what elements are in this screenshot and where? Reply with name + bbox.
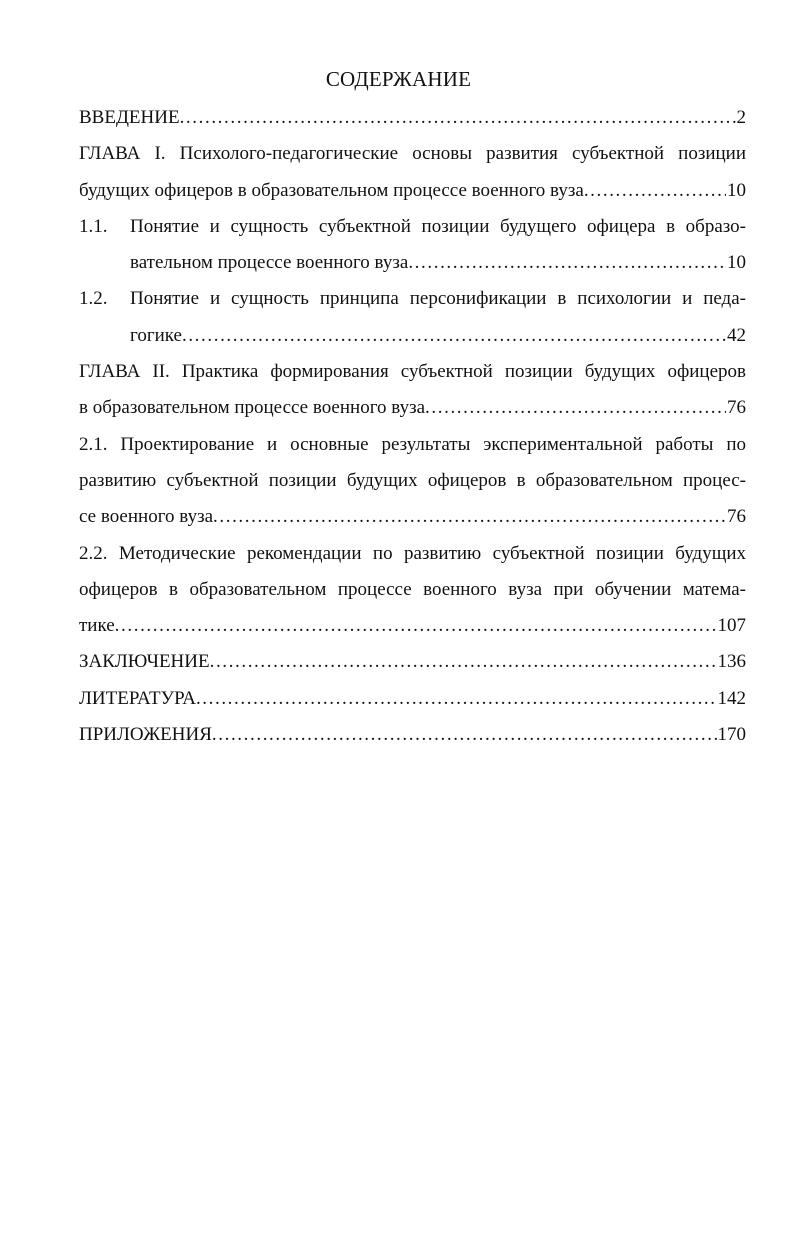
toc-page-number: 142: [717, 687, 746, 709]
table-of-contents: [79, 100, 746, 753]
toc-entry-section-2-1[interactable]: [79, 427, 746, 536]
dot-leader: [196, 681, 717, 717]
toc-entry-label: будущих офицеров в образовательном процессе военного вуза: [79, 179, 584, 201]
dot-leader: [210, 644, 717, 680]
toc-entry-chapter-1[interactable]: [79, 136, 746, 209]
toc-entry-label: 2.1. Проектирование и основные результаты экспериментальной работы по: [79, 433, 746, 455]
page-title: СОДЕРЖАНИЕ: [325, 67, 472, 91]
toc-entry-label: Понятие и сущность принципа персонификации в психологии и педа-: [130, 288, 746, 310]
section-number: 1.2.: [79, 288, 108, 310]
toc-entry-label: ПРИЛОЖЕНИЯ: [79, 724, 212, 746]
toc-entry-conclusion[interactable]: [79, 644, 746, 680]
toc-entry-label: ЗАКЛЮЧЕНИЕ: [79, 651, 210, 673]
toc-entry-label: гогике: [130, 324, 182, 346]
toc-entry-label: се военного вуза: [79, 506, 214, 528]
toc-entry-section-1-1[interactable]: [79, 209, 746, 282]
toc-page-number: 76: [727, 506, 746, 528]
toc-entry-label: ВВЕДЕНИЕ: [79, 107, 180, 128]
toc-page-number: 76: [727, 397, 746, 419]
toc-entry-label: 2.2. Методические рекомендации по развитию субъектной позиции будущих: [79, 542, 746, 564]
toc-entry-label: тике: [79, 615, 115, 637]
toc-entry-appendices[interactable]: [79, 717, 746, 753]
toc-entry-first-line: [79, 281, 746, 317]
toc-entry-section-1-2[interactable]: [79, 281, 746, 354]
toc-page-number: 170: [717, 724, 746, 746]
toc-page-number: 2: [736, 107, 746, 128]
toc-entry-introduction[interactable]: [79, 100, 746, 136]
toc-entry-label: ГЛАВА I. Психолого-педагогические основы развития субъектной позиции: [79, 143, 746, 165]
toc-entry-label: офицеров в образовательном процессе военного вуза при обучении матема-: [79, 578, 746, 600]
toc-entry-last-line: [79, 390, 746, 426]
toc-page-number: 136: [717, 651, 746, 673]
toc-entry-last-line: [79, 173, 746, 209]
toc-page-number: 10: [727, 252, 746, 274]
dot-leader: [212, 717, 717, 753]
toc-page-number: 10: [727, 179, 746, 201]
toc-entry-literature[interactable]: [79, 681, 746, 717]
dot-leader: [584, 173, 726, 209]
toc-page-number: 42: [727, 324, 746, 346]
toc-entry-label: ГЛАВА II. Практика формирования субъектной позиции будущих офицеров: [79, 361, 746, 383]
dot-leader: [425, 390, 726, 426]
toc-page-number: 107: [717, 615, 746, 637]
toc-entry-section-2-2[interactable]: [79, 536, 746, 645]
dot-leader: [213, 499, 726, 535]
toc-entry-label: развитию субъектной позиции будущих офицеров в образовательном процес-: [79, 469, 746, 491]
toc-entry-label: Понятие и сущность субъектной позиции будущего офицера в образо-: [130, 215, 746, 237]
toc-entry-last-line: [79, 245, 746, 281]
toc-entry-label: в образовательном процессе военного вуза: [79, 397, 426, 419]
toc-entry-last-line: [79, 499, 746, 535]
dot-leader: [182, 318, 726, 354]
toc-entry-first-line: [79, 209, 746, 245]
toc-entry-chapter-2[interactable]: [79, 354, 746, 427]
toc-entry-label: вательном процессе военного вуза: [130, 252, 409, 274]
dot-leader: [408, 245, 726, 281]
toc-entry-label: ЛИТЕРАТУРА: [79, 687, 196, 709]
toc-entry-last-line: [79, 608, 746, 644]
dot-leader: [180, 100, 736, 136]
toc-entry-last-line: [79, 318, 746, 354]
section-number: 1.1.: [79, 215, 108, 237]
dot-leader: [115, 608, 717, 644]
